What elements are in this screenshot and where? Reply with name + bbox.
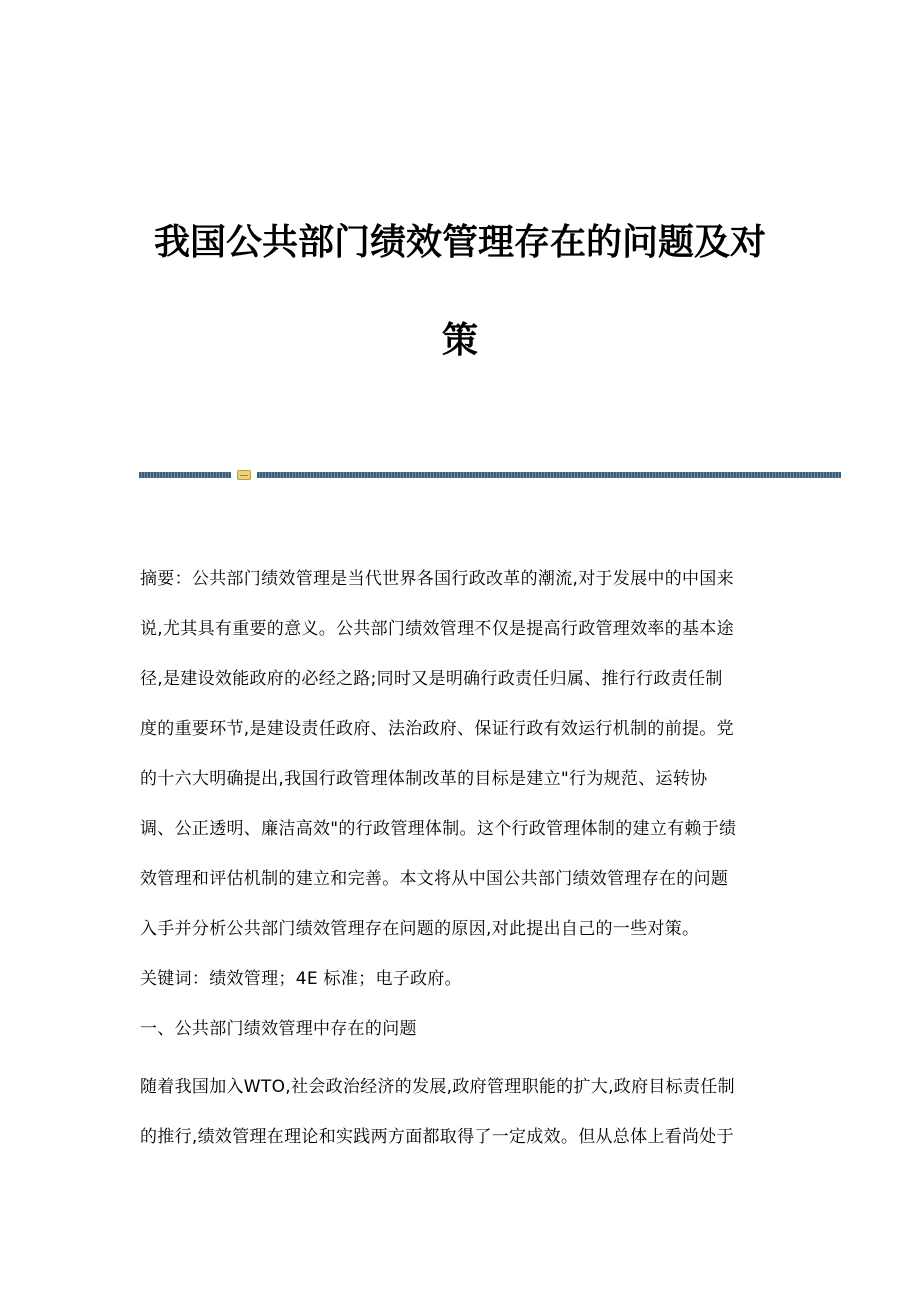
abstract-line: 调、公正透明、廉洁高效"的行政管理体制。这个行政管理体制的建立有赖于绩	[140, 819, 737, 839]
abstract-line: 的十六大明确提出,我国行政管理体制改革的目标是建立"行为规范、运转协	[140, 769, 708, 789]
keywords-text: 关键词：绩效管理；4E 标准；电子政府。	[140, 969, 462, 989]
body-paragraph	[140, 1072, 782, 1152]
abstract-line: 度的重要环节,是建设责任政府、法治政府、保证行政有效运行机制的前提。党	[140, 719, 734, 739]
divider-bar-left	[139, 472, 231, 478]
body-line: 的推行,绩效管理在理论和实践两方面都取得了一定成效。但从总体上看尚处于	[140, 1127, 734, 1147]
abstract-line: 效管理和评估机制的建立和完善。本文将从中国公共部门绩效管理存在的问题	[140, 869, 729, 889]
body-line: 随着我国加入WTO,社会政治经济的发展,政府管理职能的扩大,政府目标责任制	[140, 1077, 735, 1097]
divider-bar-right	[257, 472, 841, 478]
divider-ornament-icon	[237, 470, 251, 480]
abstract-line: 径,是建设效能政府的必经之路;同时又是明确行政责任归属、推行行政责任制	[140, 669, 723, 689]
title-divider	[139, 470, 841, 480]
abstract-line: 说,尤其具有重要的意义。公共部门绩效管理不仅是提高行政管理效率的基本途	[140, 619, 734, 639]
section-heading-text: 一、公共部门绩效管理中存在的问题	[140, 1019, 417, 1039]
document-title-line-2: 策	[441, 319, 478, 361]
abstract-line: 摘要：公共部门绩效管理是当代世界各国行政改革的潮流,对于发展中的中国来	[140, 569, 734, 589]
keywords-line	[140, 964, 782, 994]
document-title-line-1: 我国公共部门绩效管理存在的问题及对	[153, 221, 766, 263]
abstract-line: 入手并分析公共部门绩效管理存在问题的原因,对此提出自己的一些对策。	[140, 919, 700, 939]
abstract-paragraph	[140, 564, 782, 944]
section-heading	[140, 1014, 782, 1044]
